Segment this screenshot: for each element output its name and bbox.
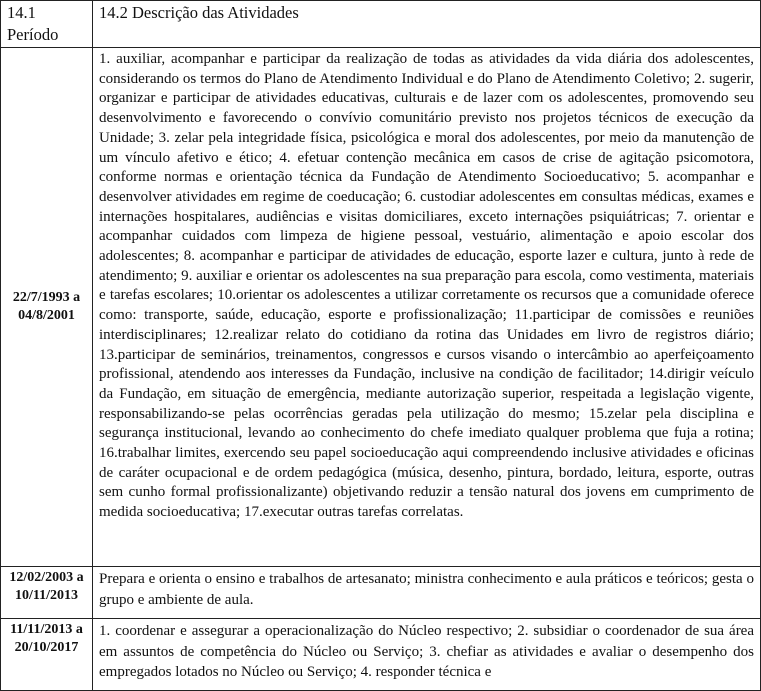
period-end: 20/10/2017 xyxy=(14,640,79,655)
period-end: 10/11/2013 xyxy=(14,588,78,603)
activity-description: 1. coordenar e assegurar a operacionalização do Núcleo respectivo; 2. subsidiar o coordenador de sua área em assuntos de competência do Núcleo ou Serviço; 3. chefiar as atividades e avaliar o desempenho dos empregados lotados no Núcleo ou Serviço; 4. responder técnica e xyxy=(93,619,761,691)
period-start: 12/02/2003 a xyxy=(9,570,84,585)
table-row xyxy=(1,619,761,691)
period-start: 22/7/1993 a xyxy=(12,290,81,305)
table-header-row xyxy=(1,1,761,48)
period-end: 04/8/2001 xyxy=(18,308,75,323)
period-cell xyxy=(1,619,93,691)
period-cell xyxy=(1,48,93,567)
activity-description: Prepara e orienta o ensino e trabalhos de artesanato; ministra conhecimento e aula práticos e teóricos; gesta o grupo e ambiente de aula. xyxy=(93,567,761,619)
table-row xyxy=(1,567,761,619)
period-start: 11/11/2013 a xyxy=(10,622,83,637)
table-row xyxy=(1,48,761,567)
header-period: 14.1 Período xyxy=(1,1,93,48)
period-cell xyxy=(1,567,93,619)
activity-description: 1. auxiliar, acompanhar e participar da realização de todas as atividades da vida diária dos adolescentes, considerando os termos do Plano de Atendimento Individual e do Plano de Atendimento Coletivo; 2. sugerir, organizar e participar de atividades educativas, culturais e de lazer com os adolescentes, promovendo seu desenvolvimento e favorecendo o convívio comunitário previsto nos projetos técnicos de execução da Unidade; 3. zelar pela integridade física, psicológica e moral dos adolescentes, por meio da manutenção de um vínculo afetivo e ético; 4. efetuar contenção mecânica em casos de crise de agitação psicomotora, conforme normas e orientação técnica da Fundação de Atendimento Socioeducativo; 5. acompanhar e desenvolver atividades em regime de coeducação; 6. custodiar adolescentes em consultas médicas, exames e internações hospitalares, audiências e visitas domiciliares, exceto internações psiquiátricas; 7. orientar e acompanhar cuidados com limpeza de higiene pessoal, vestuário, alimentação e apoio escolar dos adolescentes; 8. acompanhar e participar de atividades de educação, esporte lazer e cultura, junto à rede de atendimento; 9. auxiliar e orientar os adolescentes na sua preparação para escola, como vestimenta, materiais e tarefas escolares; 10.orientar os adolescentes a utilizar corretamente os recursos que a comunidade oferece como: transporte, saúde, educação, esporte e profissionalização; 11.participar de comissões e reuniões interdisciplinares; 12.realizar relato do cotidiano da rotina das Unidades em livro de registros diário; 13.participar de seminários, treinamentos, congressos e cursos visando o intercâmbio ao aperfeiçoamento profissional, atendendo aos interesses da Fundação, inclusive na condição de facilitador; 14.dirigir veículo da Fundação, em situação de emergência, mediante autorização superior, respeitada a legislação vigente, responsabilizando-se pelas ocorrências geradas pela utilização do mesmo; 15.zelar pela disciplina e segurança institucional, levando ao conhecimento do chefe imediato qualquer problema que fuja a rotina; 16.trabalhar limites, exercendo seu papel socioeducação aqui compreendendo inclusive atividades e oficinas de caráter ocupacional e de ordem pedagógica (música, desenho, pintura, bordado, leitura, esporte, outras sem cunho formal profissionalizante) objetivando reduzir a tensão natural dos jovens em cumprimento de medida socioeducativa; 17.executar outras tarefas correlatas. xyxy=(93,48,761,567)
header-description: 14.2 Descrição das Atividades xyxy=(93,1,761,48)
